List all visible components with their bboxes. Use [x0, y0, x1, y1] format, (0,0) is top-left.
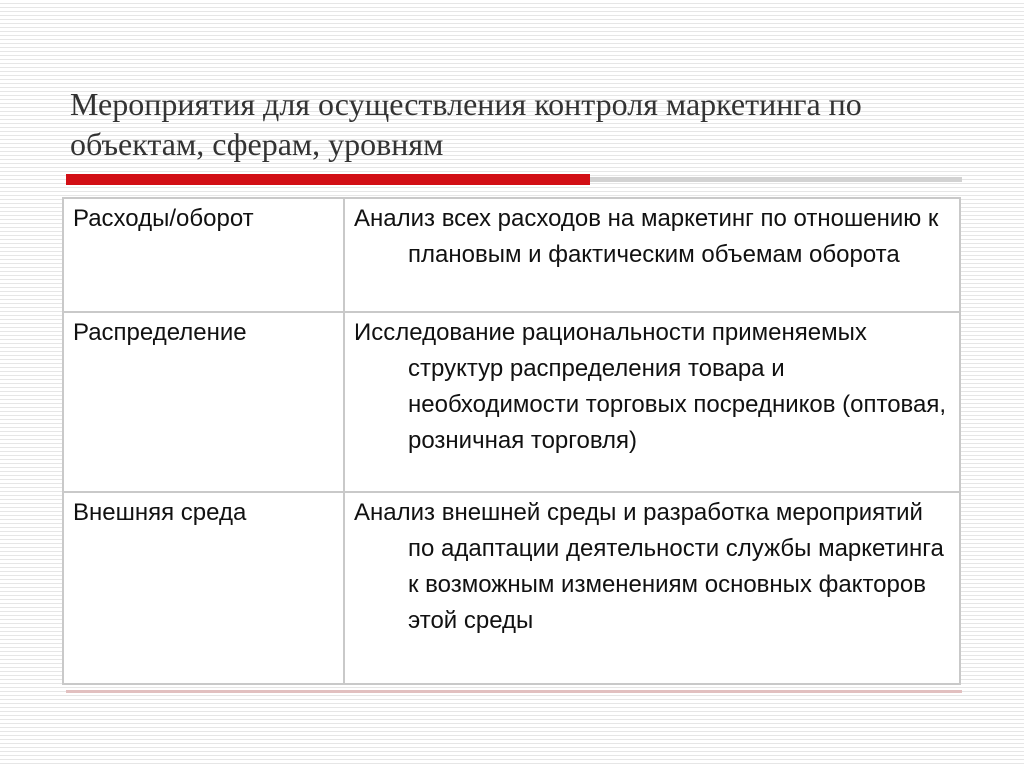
description-text: Анализ внешней среды и разработка мероприятий по адаптации деятельности службы маркетинга к возможным изменениям основных факторов этой среды: [354, 499, 944, 634]
title-underline-grey: [590, 177, 962, 182]
control-measures-table: [62, 197, 961, 685]
object-cell: Распределение: [63, 312, 344, 492]
table-row: [63, 492, 960, 684]
description-cell: [344, 312, 960, 492]
table-row: [63, 312, 960, 492]
bottom-divider: [66, 690, 962, 693]
title-underline-red: [66, 174, 590, 185]
description-text: Исследование рациональности применяемых структур распределения товара и необходимости торговых посредников (оптовая, розничная торговля): [354, 319, 947, 454]
object-cell: Расходы/оборот: [63, 198, 344, 312]
object-cell: Внешняя среда: [63, 492, 344, 684]
table-row: [63, 198, 960, 312]
description-cell: [344, 198, 960, 312]
description-text: Анализ всех расходов на маркетинг по отношению к плановым и фактическим объемам оборота: [354, 205, 939, 268]
description-cell: [344, 492, 960, 684]
slide-title: Мероприятия для осуществления контроля маркетинга по объектам, сферам, уровням: [70, 86, 862, 162]
